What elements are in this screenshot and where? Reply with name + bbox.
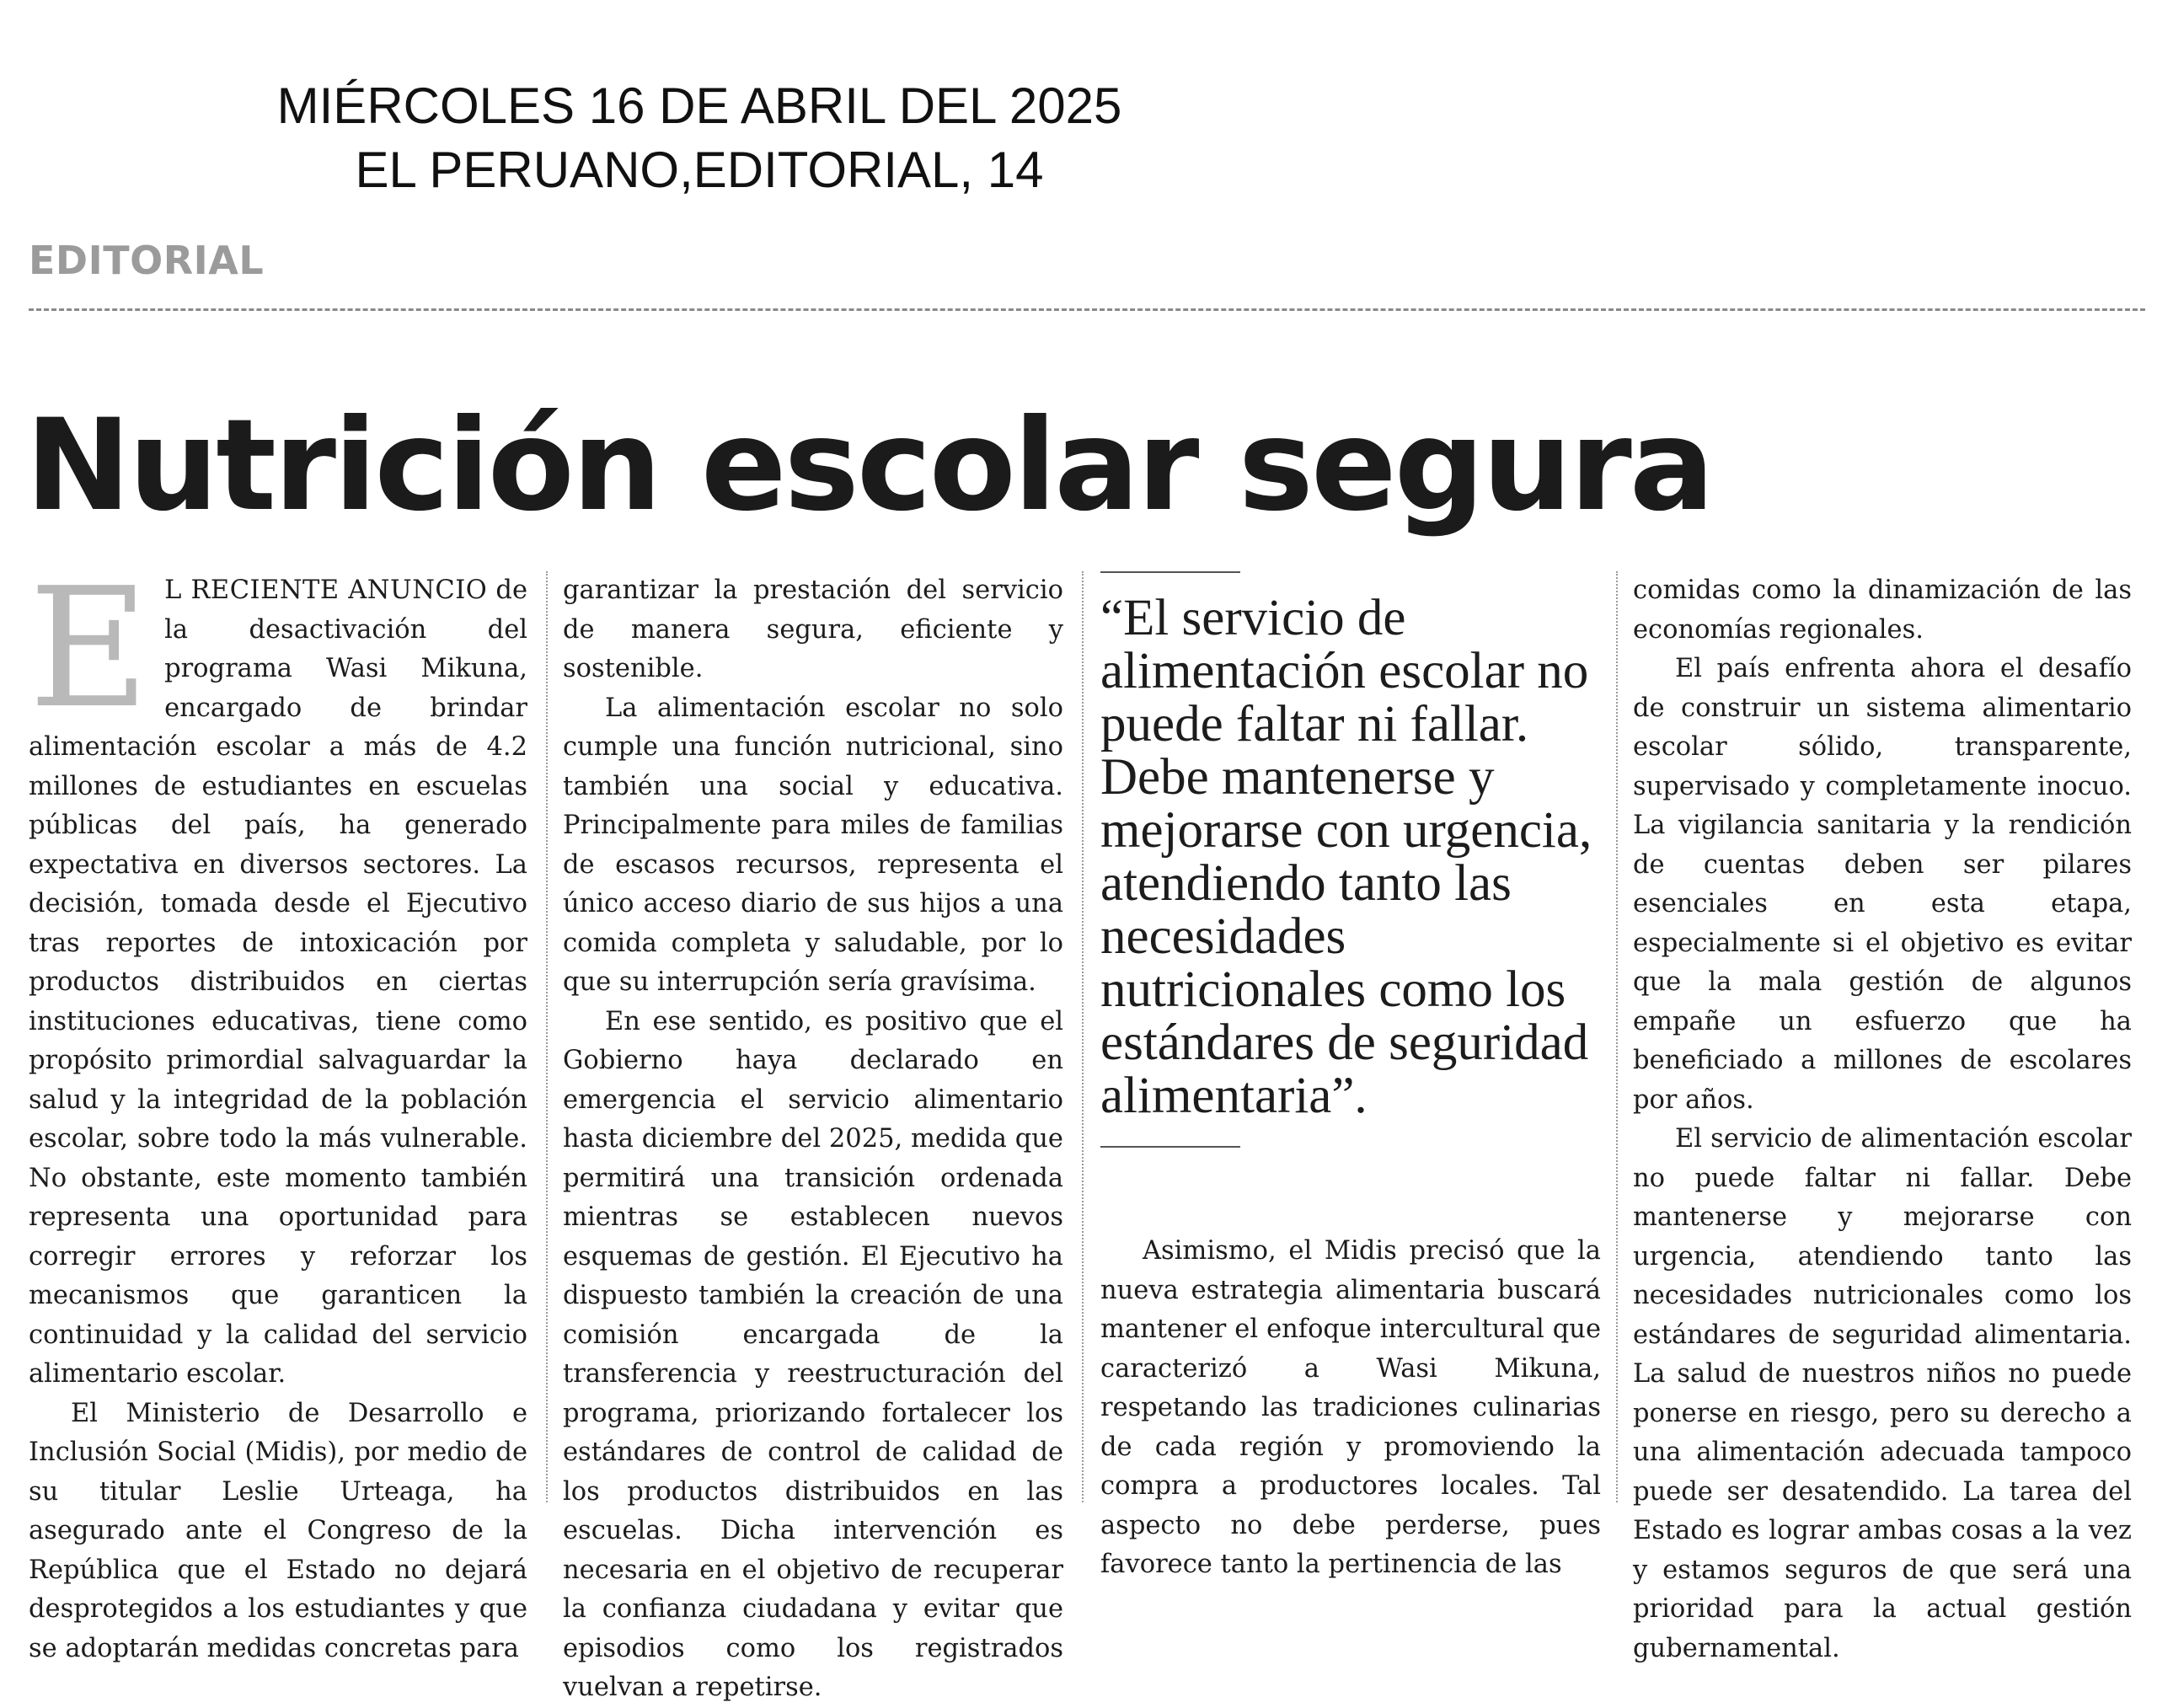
article-paragraph: El país enfrenta ahora el desafío de construir un sistema alimentario escolar sólido, transparente, supervisado y completamente inocuo. La vigilancia sanitaria y la rendición de cuentas deben ser pilares esenciales en esta etapa, especialmente si el objetivo es evitar que la mala gestión de algunos empañe un esfuerzo que ha beneficiado a millones de escolares por años.	[1633, 654, 2132, 1115]
article-paragraph: El Ministerio de Desarrollo e Inclusión Social (Midis), por medio de su titular Leslie Urteaga, ha asegurado ante el Congreso de la República que el Estado no dejará desprotegidos a los estudiantes y que se adoptarán medidas concretas para	[29, 1398, 527, 1663]
article-paragraph: comidas como la dinamización de las economías regionales.	[1633, 576, 2132, 645]
section-divider	[29, 308, 2145, 311]
column-divider	[1616, 571, 1618, 1502]
article-column-2	[563, 571, 1063, 1702]
article-column-3	[1100, 571, 1601, 1579]
column-divider	[1082, 571, 1084, 1502]
article-column-4	[1633, 571, 2132, 1663]
article-paragraph: El servicio de alimentación escolar no puede faltar ni fallar. Debe mantenerse y mejorarse con urgencia, atendiendo tanto las necesidades nutricionales como los estándares de seguridad alimentaria. La salud de nuestros niños no puede ponerse en riesgo, pero su derecho a una alimentación adecuada tampoco puede ser desatendido. La tarea del Estado es lograr ambas cosas a la vez y estamos seguros de que será una prioridad para la actual gestión gubernamental.	[1633, 1124, 2132, 1663]
pull-quote-rule-bottom	[1100, 1146, 1240, 1148]
article-paragraph: Asimismo, el Midis precisó que la nueva estrategia alimentaria buscará mantener el enfoque intercultural que caracterizó a Wasi Mikuna, respetando las tradiciones culinarias de cada región y promoviendo la compra a productores locales. Tal aspecto no debe perderse, pues favorece tanto la pertinencia de las	[1100, 1236, 1601, 1579]
article-paragraph: garantizar la prestación del servicio de manera segura, eficiente y sostenible.	[563, 576, 1063, 683]
lead-in: L RECIENTE ANUNCIO	[164, 576, 488, 605]
header-source: EL PERUANO,EDITORIAL, 14	[355, 142, 1044, 198]
article-column-1	[29, 553, 527, 1663]
headline: Nutrición escolar segura	[25, 393, 1712, 539]
pull-quote: “El servicio de alimentación escolar no puede faltar ni fallar. Debe mantenerse y mejorarse con urgencia, atendiendo tanto las necesidades nutricionales como los estándares de seguridad alimentaria”.	[1100, 590, 1592, 1124]
pull-quote-rule-top	[1100, 571, 1240, 573]
article-paragraph: La alimentación escolar no solo cumple una función nutricional, sino también una social y educativa. Principalmente para miles de familias de escasos recursos, representa el único acceso diario de sus hijos a una comida completa y saludable, por lo que su interrupción sería gravísima.	[563, 693, 1063, 997]
column-divider	[546, 571, 548, 1502]
section-label: EDITORIAL	[29, 238, 265, 283]
page-header	[0, 74, 1399, 202]
pull-quote-block	[1100, 571, 1601, 1148]
article-paragraph	[29, 553, 527, 1395]
header-date: MIÉRCOLES 16 DE ABRIL DEL 2025	[276, 78, 1122, 134]
article-paragraph: En ese sentido, es positivo que el Gobierno haya declarado en emergencia el servicio alimentario hasta diciembre del 2025, medida que permitirá una transición ordenada mientras se establecen nuevos esquemas de gestión. El Ejecutivo ha dispuesto también la creación de una comisión encargada de la transferencia y reestructuración del programa, priorizando fortalecer los estándares de control de calidad de los productos distribuidos en las escuelas. Dicha intervención es necesaria en el objetivo de recuperar la confianza ciudadana y evitar que episodios como los registrados vuelvan a repetirse.	[563, 1006, 1063, 1702]
paragraph-text: de la desactivación del programa Wasi Mikuna, encargado de brindar alimentación escolar a más de 4.2 millones de estudiantes en escuelas públicas del país, ha generado expectativa en diversos sectores. La decisión, tomada desde el Ejecutivo tras reportes de intoxicación por productos distribuidos en ciertas instituciones educativas, tiene como propósito primordial salvaguardar la salud y la integridad de la población escolar, sobre todo la más vulnerable. No obstante, este momento también representa una oportunidad para corregir errores y reforzar los mecanismos que garanticen la continuidad y la calidad del servicio alimentario escolar.	[29, 576, 527, 1389]
drop-cap: E	[29, 553, 150, 745]
